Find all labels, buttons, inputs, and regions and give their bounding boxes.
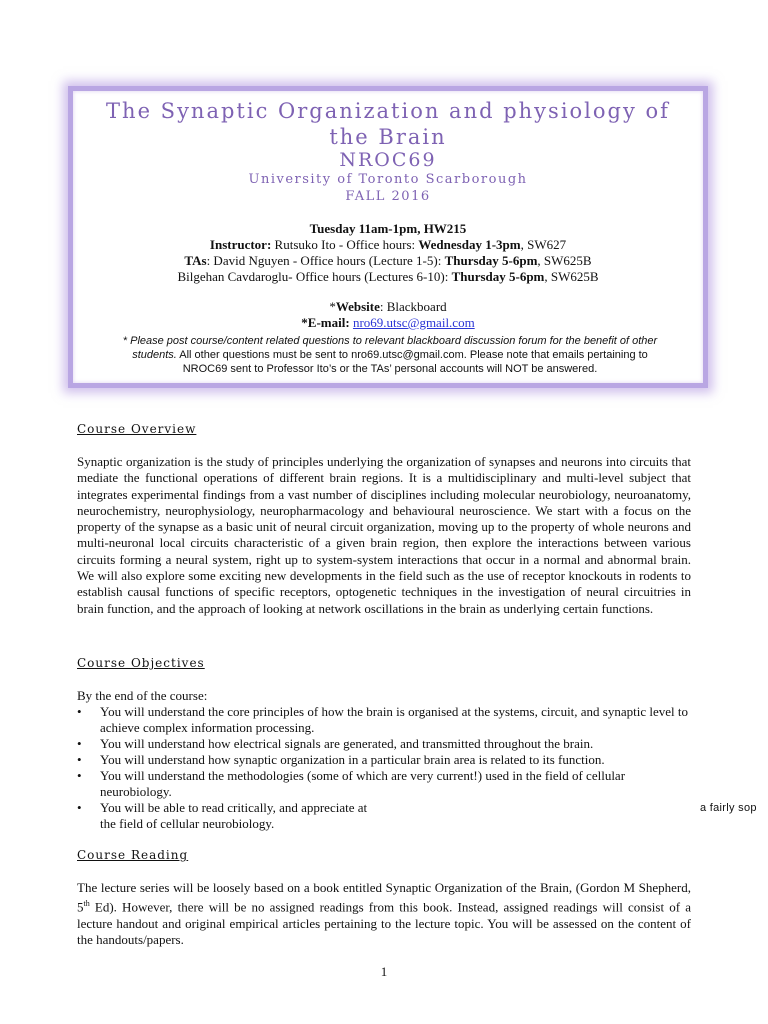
list-item	[77, 704, 697, 736]
instructor-room: , SW627	[520, 237, 567, 252]
ta1-hours: Thursday 5-6pm	[444, 253, 538, 268]
reading-body	[77, 880, 691, 949]
reading-text-post: Ed). However, there will be no assigned readings from this book. Instead, assigned readings will consist of a lecture handout and original empirical articles pertaining to the lecture topic. You will be assessed on the content of the handouts/papers.	[77, 899, 691, 948]
ta1-text: : David Nguyen - Office hours (Lecture 1-5):	[206, 253, 445, 268]
bullet-icon: •	[77, 736, 82, 751]
lecture-time: Tuesday 11am-1pm, HW215	[309, 221, 467, 236]
note-line2: All other questions must be sent to nro69.utsc@gmail.com. Please note that emails pertaining to	[176, 349, 648, 361]
ta2-room: , SW625B	[544, 269, 599, 284]
reading-text-pre: The lecture series will be loosely based on a book entitled Synaptic Organization of the Brain, (Gordon M Shepherd, 5	[77, 880, 691, 915]
list-item	[77, 768, 697, 800]
website-prefix: *	[329, 299, 336, 314]
list-item	[77, 752, 697, 768]
ta2-line	[88, 269, 688, 285]
objective-text: You will understand the core principles of how the brain is organised at the systems, circuit, and synaptic level to achieve complex information processing.	[100, 704, 689, 735]
bullet-icon: •	[77, 800, 82, 815]
ta2-text: Bilgehan Cavdaroglu- Office hours (Lectures 6-10):	[177, 269, 452, 284]
email-label: *E-mail	[301, 315, 346, 330]
website-value: : Blackboard	[379, 299, 447, 314]
course-code: NROC69	[339, 149, 437, 171]
objective-text: You will understand the methodologies (some of which are very current!) used in the field of cellular neurobiology.	[100, 768, 626, 799]
ta1-room: , SW625B	[537, 253, 592, 268]
objectives-heading: Course Objectives	[77, 656, 205, 670]
course-title: The Synaptic Organization and physiology of the Brain	[106, 99, 670, 149]
objectives-intro: By the end of the course:	[77, 688, 208, 703]
university-name: University of Toronto Scarborough	[248, 172, 528, 187]
lecture-time-location	[88, 221, 688, 237]
email-line	[88, 315, 688, 331]
course-term: FALL 2016	[345, 189, 431, 204]
objective-text: You will understand how synaptic organization in a particular brain area is related to its function.	[100, 752, 605, 767]
objective-text-line2: the field of cellular neurobiology.	[100, 816, 275, 831]
note-line3: NROC69 sent to Professor Ito’s or the TAs’ personal accounts will NOT be answered.	[182, 363, 598, 375]
email-link[interactable]: nro69.utsc@gmail.com	[352, 315, 475, 330]
bullet-icon: •	[77, 752, 82, 767]
overview-body: Synaptic organization is the study of principles underlying the organization of synapses and neurons into circuits that mediate the functional operations of different brain regions. It is a multidisciplinary and multi-level subject that integrates experimental findings from a vast number of disciplines including molecular neurobiology, neuroanatomy, neurochemistry, neurophysiology, neuropharmacology and behavioural neuroscience. We start with a focus on the property of the synapse as a basic unit of neural circuit organization, moving up to the property of whole neurons and multi-neuronal local circuits characteristic of a given brain region, then explore the interactions between various circuits forming a neural system, right up to system-system interactions that occur in a normal and abnormal brain. We will also explore some exciting new developments in the field such as the use of receptor knockouts in rodents to establish causal functions of specific receptors, optogenetic techniques in the investigation of neural circuitries in brain function, and the approach of looking at network oscillations in the brain as underlying certain functions.	[77, 454, 691, 616]
objective-text: You will understand how electrical signals are generated, and transmitted throughout the brain.	[100, 736, 594, 751]
objective-overflow-fragment: a fairly sop	[700, 802, 757, 814]
email-separator: :	[345, 315, 353, 330]
email-policy-note	[100, 334, 680, 376]
objective-text-line1: You will be able to read critically, and appreciate at	[100, 800, 368, 815]
ta1-line	[88, 253, 688, 269]
page-number: 1	[380, 964, 388, 979]
bullet-icon: •	[77, 704, 82, 719]
reading-heading: Course Reading	[77, 848, 189, 862]
overview-heading: Course Overview	[77, 422, 197, 436]
bullet-icon: •	[77, 768, 82, 783]
list-item	[77, 800, 697, 832]
instructor-label: Instructor:	[209, 237, 272, 252]
objectives-list	[77, 704, 697, 832]
ta2-hours: Thursday 5-6pm	[451, 269, 545, 284]
instructor-hours: Wednesday 1-3pm	[418, 237, 521, 252]
instructor-text: Rutsuko Ito - Office hours:	[271, 237, 419, 252]
website-label: Website	[335, 299, 380, 314]
website-line	[88, 299, 688, 315]
list-item	[77, 736, 697, 752]
tas-label: TAs	[184, 253, 207, 268]
instructor-line	[88, 237, 688, 253]
note-italic: * Please post course/content related questions to relevant blackboard discussion forum for the benefit of other students.	[122, 335, 658, 361]
reading-superscript: th	[83, 899, 90, 909]
